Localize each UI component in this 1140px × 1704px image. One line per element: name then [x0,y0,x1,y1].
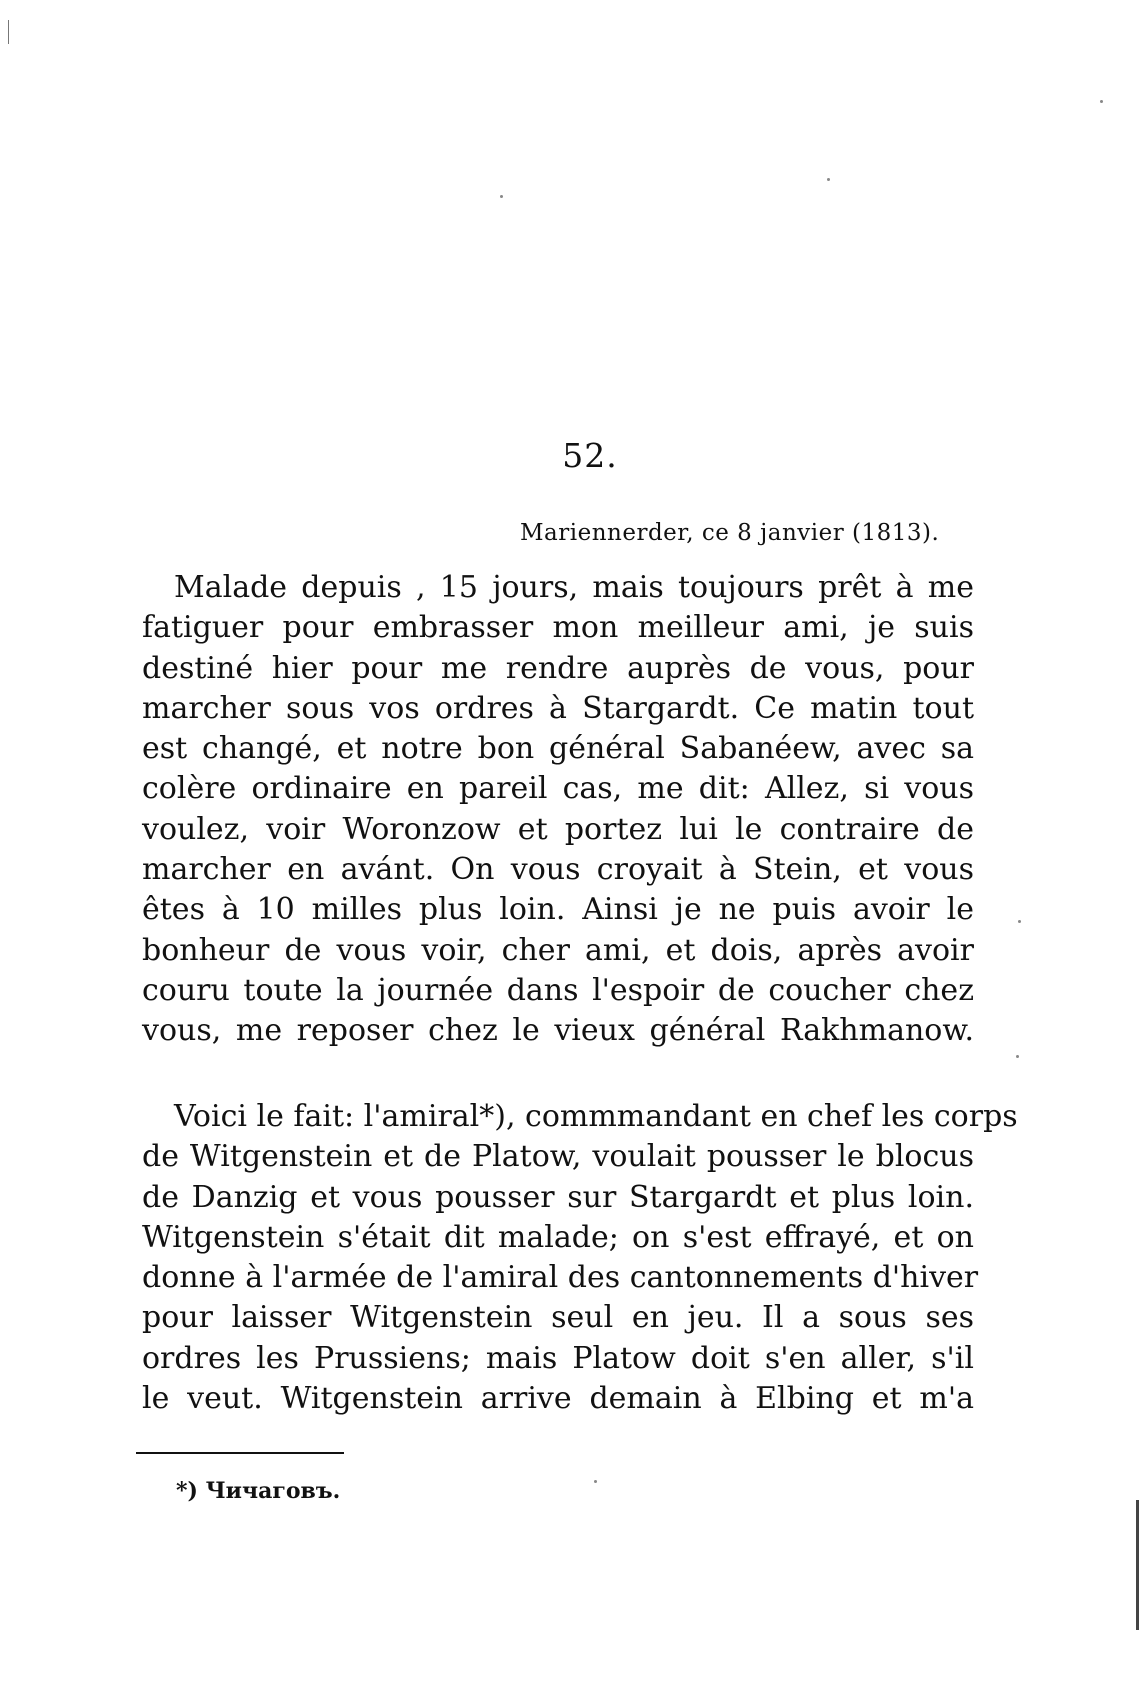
body-paragraph-2 [142,1097,1018,1419]
text-line: voulez, voir Woronzow et portez lui le contraire de [142,811,974,847]
text-line: vous, me reposer chez le vieux général Rakhmanow. [142,1013,974,1049]
scan-speck [500,195,503,198]
scan-speck [1018,920,1021,923]
footnote-divider [136,1452,344,1454]
text-line: de Danzig et vous pousser sur Stargardt et plus loin. [142,1179,974,1215]
text-line: colère ordinaire en pareil cas, me dit: Allez, si vous [142,771,974,807]
text-line: bonheur de vous voir, cher ami, et dois, après avoir [142,932,974,968]
text-line: destiné hier pour me rendre auprès de vous, pour [142,650,974,686]
scan-artifact-mark [8,20,9,44]
text-line: marcher en avánt. On vous croyait à Stein, et vous [142,852,974,888]
body-paragraph-1 [142,568,974,1052]
text-line: Witgenstein s'était dit malade; on s'est effrayé, et on [142,1219,974,1255]
scan-speck [1100,100,1103,103]
letter-dateline: Mariennerder, ce 8 janvier (1813). [520,520,940,546]
text-line: Voici le fait: l'amiral*), commmandant en chef les corps [174,1099,1018,1134]
text-line: couru toute la journée dans l'espoir de coucher chez [142,972,974,1008]
text-line: est changé, et notre bon général Sabanéew, avec sa [142,731,974,767]
text-line: donne à l'armée de l'amiral des cantonnements d'hiver [142,1260,979,1296]
text-line: ordres les Prussiens; mais Platow doit s'en aller, s'il [142,1340,974,1376]
text-line: le veut. Witgenstein arrive demain à Elbing et m'a [142,1381,974,1417]
scan-speck [827,178,830,181]
text-line: êtes à 10 milles plus loin. Ainsi je ne puis avoir le [142,892,974,928]
footnote: *) Чичаговъ. [176,1478,341,1504]
text-line: Malade depuis , 15 jours, mais toujours prêt à me [174,570,974,605]
scan-speck [1016,1055,1019,1058]
text-line: fatiguer pour embrasser mon meilleur ami, je suis [142,610,974,646]
text-line: marcher sous vos ordres à Stargardt. Ce matin tout [142,690,974,726]
page-number: 52. [562,436,618,475]
text-line: pour laisser Witgenstein seul en jeu. Il a sous ses [142,1300,974,1336]
scan-artifact-bar [1136,1500,1139,1630]
text-line: de Witgenstein et de Platow, voulait pousser le blocus [142,1139,974,1175]
scan-speck [594,1480,597,1483]
